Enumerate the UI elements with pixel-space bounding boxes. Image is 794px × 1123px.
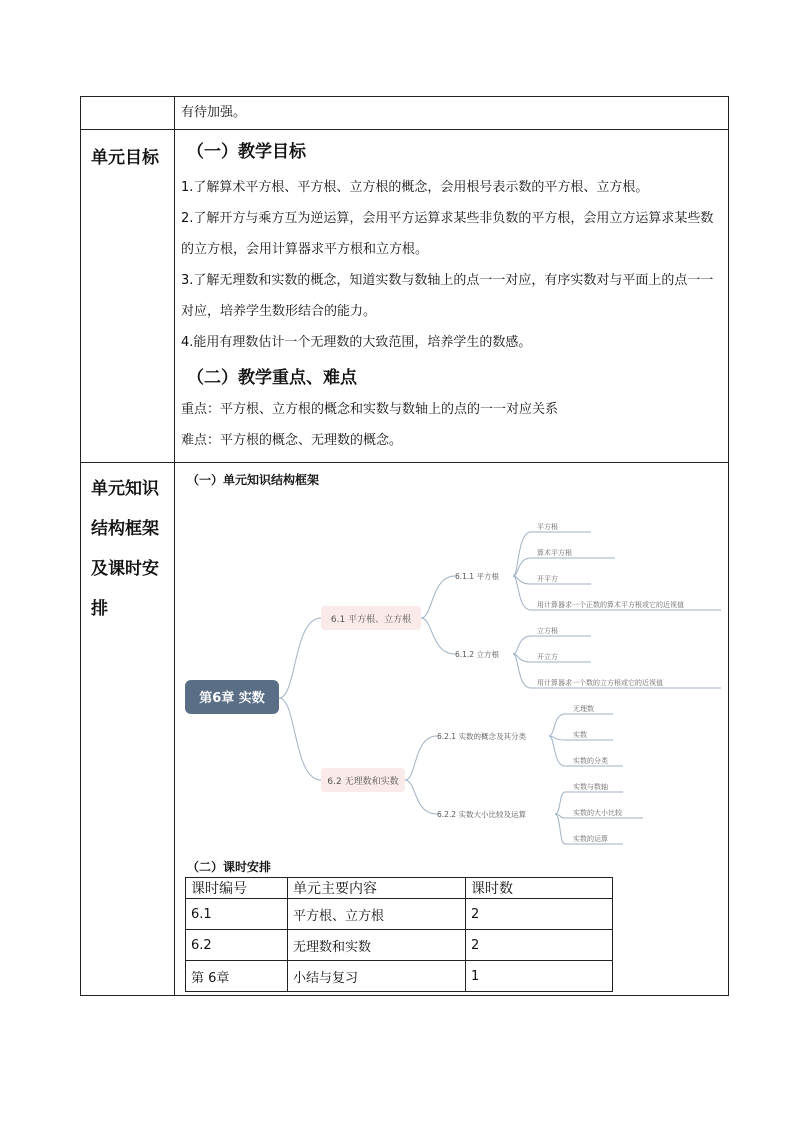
schedule-cell: 6.2: [186, 930, 288, 961]
schedule-header-row: [186, 878, 613, 899]
branch-6-2: [321, 768, 405, 792]
root-node: [185, 680, 279, 714]
sub-6-1-2: 6.1.2 立方根: [455, 650, 499, 659]
leaf-node: 用计算器求一个正数的算术平方根或它的近视值: [537, 601, 684, 609]
leaf-node: 算术平方根: [537, 549, 572, 557]
leaf-node: 实数的分类: [573, 757, 608, 765]
leaf-node: 平方根: [537, 523, 558, 531]
leaf-node: 实数的大小比较: [573, 809, 622, 817]
continued-text: 有待加强。: [175, 97, 729, 130]
key-point: 重点：平方根、立方根的概念和实数与数轴上的点的一一对应关系: [181, 402, 559, 417]
framework-title: （一）单元知识结构框架: [187, 473, 320, 487]
structure-label: [81, 463, 175, 996]
leaf-node: 开平方: [537, 575, 558, 583]
leaf-node: 实数的运算: [573, 835, 608, 843]
empty-label-cell: [81, 97, 175, 130]
leaf-node: 开立方: [537, 653, 558, 661]
schedule-cell: 小结与复习: [288, 961, 466, 992]
objectives-row: [81, 130, 729, 463]
sub-6-1-1: 6.1.1 平方根: [455, 572, 499, 581]
sub-6-2-2: 6.2.2 实数大小比较及运算: [437, 810, 526, 819]
difficulty-point: 难点：平方根的概念、无理数的概念。: [181, 433, 403, 448]
schedule-title: （二）课时安排: [187, 860, 272, 874]
goal-3: 3.了解无理数和实数的概念，知道实数与数轴上的点一一对应，有序实数对与平面上的点一一对应，培养学生数形结合的能力。: [181, 273, 714, 319]
schedule-row: [186, 961, 613, 992]
schedule-cell: 无理数和实数: [288, 930, 466, 961]
leaf-node: 无理数: [573, 705, 594, 713]
goal-2: 2.了解开方与乘方互为逆运算，会用平方运算求某些非负数的平方根，会用立方运算求某些数的立方根，会用计算器求平方根和立方根。: [181, 211, 714, 257]
teaching-goals-title: （一）教学目标: [187, 142, 306, 162]
branch-6-2-label: 6.2 无理数和实数: [327, 777, 399, 787]
knowledge-mindmap: [181, 488, 721, 848]
schedule-header: 课时数: [466, 878, 613, 899]
leaf-node: 用计算器求一个数的立方根或它的近视值: [537, 679, 663, 687]
schedule-header: 单元主要内容: [288, 878, 466, 899]
mindmap-svg: [181, 488, 721, 848]
structure-label-line: 单元知识: [91, 479, 159, 499]
schedule-cell: 1: [466, 961, 613, 992]
structure-row: [81, 463, 729, 996]
structure-label-line: 排: [91, 599, 108, 619]
branch-6-1: [321, 606, 421, 630]
sub-6-2-1: 6.2.1 实数的概念及其分类: [437, 732, 526, 741]
leaf-node: 立方根: [537, 627, 558, 635]
branch-6-1-label: 6.1 平方根、立方根: [330, 615, 412, 625]
objectives-label: 单元目标: [81, 130, 175, 463]
continued-row: [81, 97, 729, 130]
schedule-row: [186, 899, 613, 930]
schedule-cell: 2: [466, 899, 613, 930]
objectives-content: [175, 130, 729, 463]
schedule-cell: 6.1: [186, 899, 288, 930]
key-difficulty-title: （二）教学重点、难点: [187, 368, 357, 388]
schedule-cell: 第 6章: [186, 961, 288, 992]
structure-label-line: 结构框架: [91, 519, 159, 539]
schedule-cell: 2: [466, 930, 613, 961]
structure-content: [175, 463, 729, 996]
schedule-row: [186, 930, 613, 961]
structure-label-line: 及课时安: [91, 559, 159, 579]
schedule-header: 课时编号: [186, 878, 288, 899]
schedule-table: [185, 877, 613, 992]
root-node-label: 第6章 实数: [199, 691, 265, 706]
goal-1: 1.了解算术平方根、平方根、立方根的概念，会用根号表示数的平方根、立方根。: [181, 180, 649, 195]
lesson-plan-table: [80, 96, 729, 996]
leaf-node: 实数: [573, 731, 587, 739]
leaf-node: 实数与数轴: [573, 783, 608, 791]
schedule-cell: 平方根、立方根: [288, 899, 466, 930]
goal-4: 4.能用有理数估计一个无理数的大致范围，培养学生的数感。: [181, 335, 532, 350]
